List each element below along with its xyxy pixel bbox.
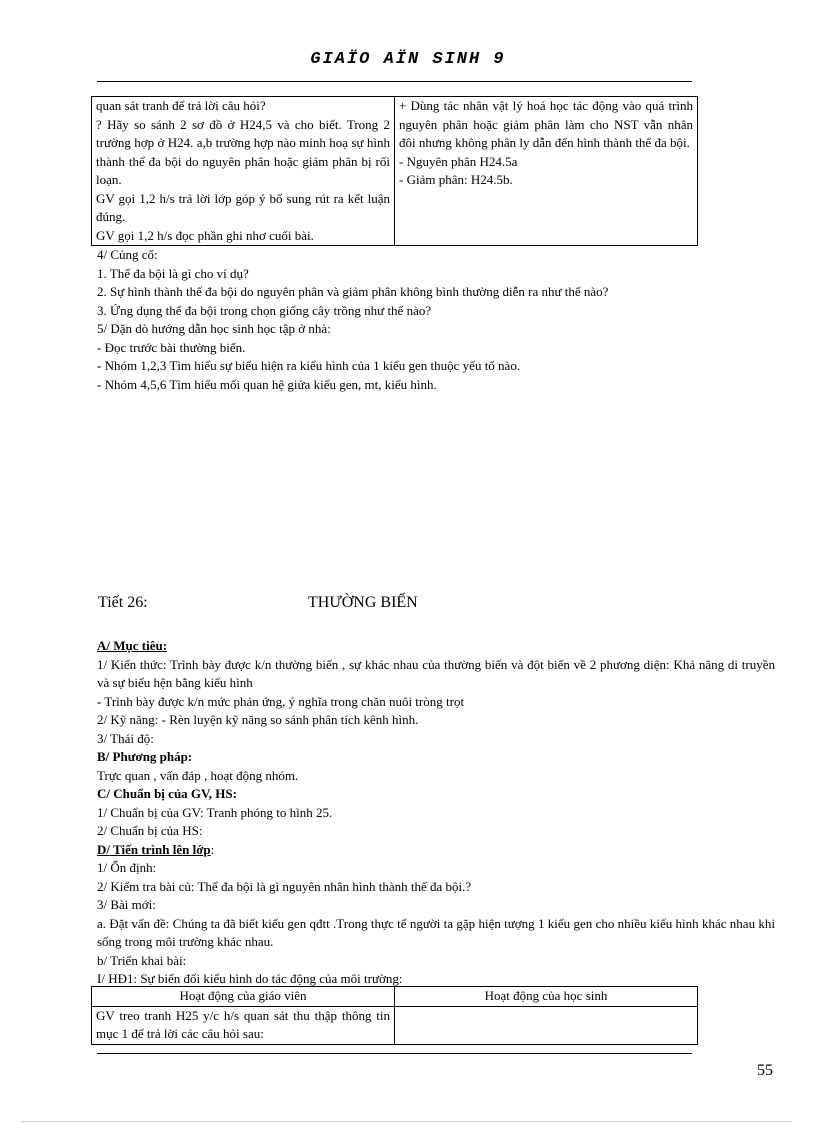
lesson-heading — [98, 594, 418, 612]
text-line: + Dùng tác nhân vật lý hoá học tác động vào quá trình nguyên phân hoặc giảm phân làm cho NST vẫn nhân đôi nhưng không phân ly dẫn đến hình thành thể đa bội. — [399, 98, 693, 150]
text-line: - Giảm phân: H24.5b. — [399, 172, 513, 187]
page-edge — [22, 1121, 792, 1122]
text-line: 2. Sự hình thành thể đa bội do nguyên phân và giảm phân không bình thường diễn ra như thế nào? — [97, 284, 609, 299]
student-activity-cell — [395, 1006, 698, 1044]
text-line: I/ HĐ1: Sự biến đổi kiểu hình do tác động của môi trường: — [97, 971, 403, 986]
page-header-title: GIAÏO AÏN SINH 9 — [310, 50, 506, 69]
section-heading: A/ Mục tiêu: — [97, 638, 168, 653]
text-line: 1/ Ổn định: — [97, 860, 157, 875]
text-line: 5/ Dặn dò hướng dẫn học sinh học tập ở nhà: — [97, 321, 331, 336]
text-line: 1/ Kiến thức: Trình bày được k/n thường biến , sự khác nhau của thường biến và đột biến về 2 phương diện: Khả năng di truyền và sự biểu hện bằng kiểu hình — [97, 656, 775, 690]
section-heading: C/ Chuẩn bị của GV, HS: — [97, 786, 237, 801]
footer-rule — [97, 1053, 692, 1054]
table-row — [92, 1006, 698, 1044]
teacher-activity-cell: GV treo tranh H25 y/c h/s quan sát thu thập thông tin mục 1 để trả lời các câu hỏi sau: — [92, 1006, 395, 1044]
student-activity-cell — [395, 97, 698, 246]
text-line: - Đọc trước bài thường biến. — [97, 339, 246, 355]
table-header-row — [92, 987, 698, 1007]
section-heading-d — [97, 841, 775, 860]
column-header-student: Hoạt động của học sinh — [395, 987, 698, 1007]
text-line: 2/ Kiểm tra bài củ: Thể đa bội là gì nguyên nhân hình thành thể đa bội.? — [97, 878, 472, 894]
page-number: 55 — [757, 1062, 773, 1079]
text-line: 3/ Bài mới: — [97, 897, 156, 912]
text-line: GV gọi 1,2 h/s trả lời lớp góp ý bổ sung rút ra kết luận đúng. — [96, 190, 390, 224]
header-rule — [97, 81, 692, 82]
review-section — [97, 246, 777, 394]
activity-table — [91, 986, 698, 1045]
lesson-body — [97, 637, 775, 989]
section-heading: D/ Tiến trình lên lớp — [97, 841, 211, 857]
teacher-activity-cell — [92, 97, 395, 246]
text-line: - Nhóm 4,5,6 Tìm hiểu mối quan hệ giửa kiểu gen, mt, kiểu hình. — [97, 376, 437, 392]
column-header-teacher: Hoạt động của giáo viên — [92, 987, 395, 1007]
lesson-number: Tiết 26: — [98, 594, 148, 611]
text-line: GV gọi 1,2 h/s đọc phần ghi nhơ cuối bài. — [96, 227, 314, 243]
text-line: 4/ Củng cố: — [97, 247, 158, 262]
text-line: - Nguyên phân H24.5a — [399, 153, 518, 169]
activity-table-continued — [91, 96, 698, 246]
section-heading: B/ Phương pháp: — [97, 749, 193, 764]
text-line: 1/ Chuẩn bị của GV: Tranh phóng to hình 25. — [97, 804, 333, 820]
lesson-name: THƯỜNG BIẾN — [308, 594, 418, 611]
text-line: 2/ Kỹ năng: - Rèn luyện kỹ năng so sánh phân tích kênh hình. — [97, 712, 419, 727]
text-line: 1. Thể đa bội là gì cho ví dụ? — [97, 265, 249, 281]
table-row — [92, 97, 698, 246]
colon: : — [210, 841, 215, 857]
text-line: - Trình bày được k/n mức phản ứng, ý nghĩa trong chăn nuôi tròng trọt — [97, 693, 465, 709]
text-line: Trực quan , vấn đáp , hoạt động nhóm. — [97, 767, 299, 783]
text-line: b/ Triển khai bài: — [97, 952, 187, 968]
text-line: quan sát tranh để trả lời câu hỏi? — [96, 98, 266, 113]
text-line: a. Đặt vấn đề: Chúng ta đã biết kiểu gen qđtt .Trong thực tế người ta gặp hiện tượng 1 kiểu gen cho nhiều kiểu hình khác nhau khi sống trong môi trường khác nhau. — [97, 915, 775, 949]
text-line: 2/ Chuẩn bị của HS: — [97, 823, 203, 838]
text-line: ? Hãy so sánh 2 sơ đồ ở H24,5 và cho biết. Trong 2 trường hợp ở H24. a,b trường hợp nào minh hoạ sự hình thành thể đa bội do nguyên phân hoặc giảm phân bị rối loạn. — [96, 116, 390, 187]
text-line: - Nhóm 1,2,3 Tìm hiểu sự biểu hiện ra kiểu hình của 1 kiểu gen thuộc yếu tố nào. — [97, 358, 521, 373]
text-line: 3/ Thái độ: — [97, 730, 154, 746]
text-line: 3. Ứng dụng thể đa bội trong chọn giống cây trồng như thế nào? — [97, 302, 432, 318]
